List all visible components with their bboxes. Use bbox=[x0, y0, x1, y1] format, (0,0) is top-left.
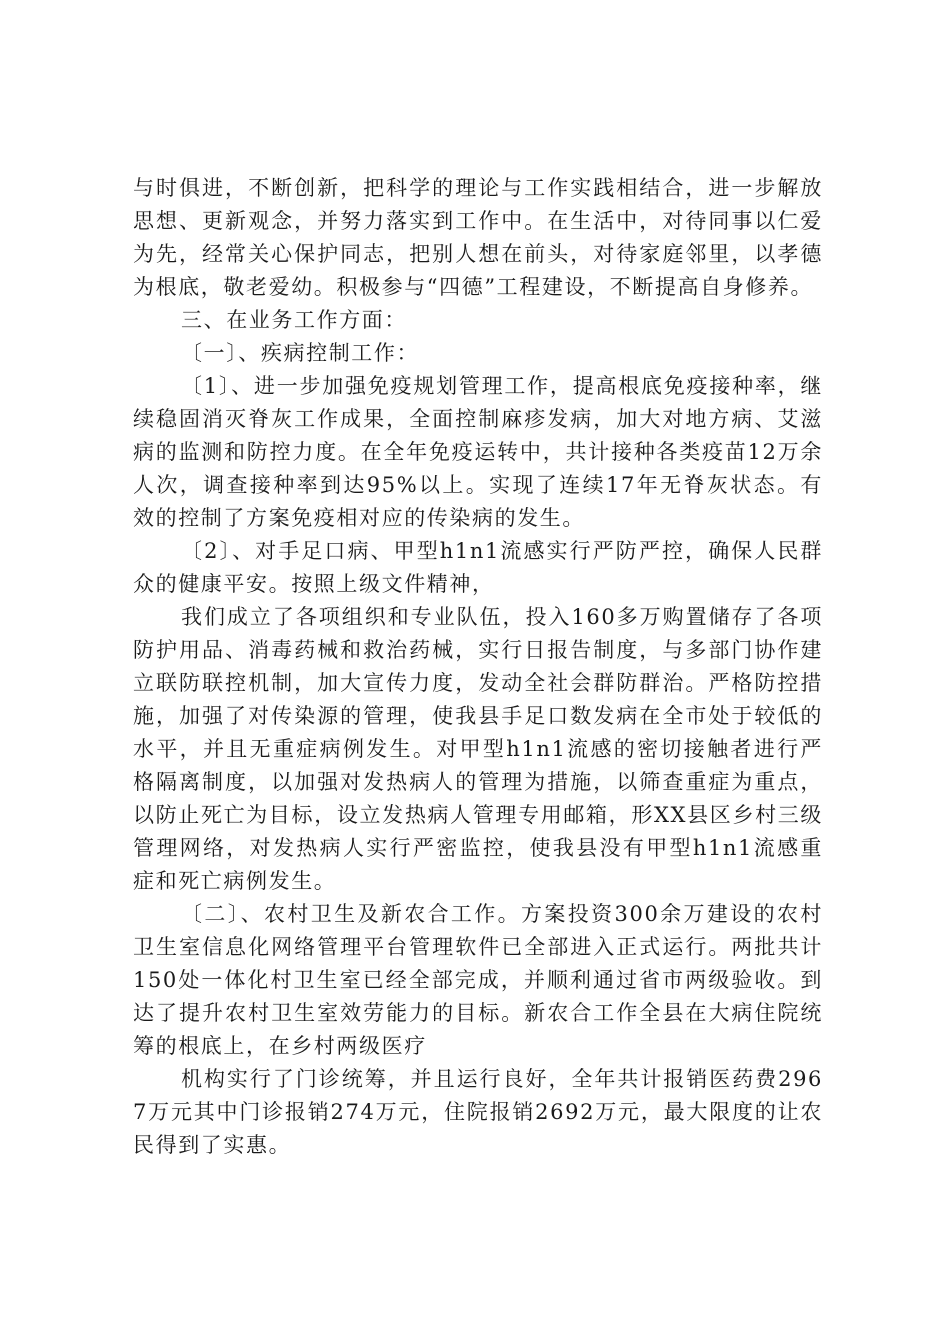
paragraph-outpatient-coordination: 机构实行了门诊统筹，并且运行良好，全年共计报销医药费2967万元其中门诊报销274万元，住院报销2692万元，最大限度的让农民得到了实惠。 bbox=[133, 1067, 823, 1157]
document-body bbox=[133, 172, 823, 1162]
paragraph-hfmd-h1n1: 〔2〕、对手足口病、甲型h1n1流感实行严防严控，确保人民群众的健康平安。按照上级文件精神， bbox=[133, 539, 823, 596]
paragraph-immunization: 〔1〕、进一步加强免疫规划管理工作，提高根底免疫接种率，继续稳固消灭脊灰工作成果，全面控制麻疹发病，加大对地方病、艾滋病的监测和防控力度。在全年免疫运转中，共计接种各类疫苗12万余人次，调查接种率到达95%以上。实现了连续17年无脊灰状态。有效的控制了方案免疫相对应的传染病的发生。 bbox=[133, 374, 823, 530]
paragraph-rural-health: 〔二〕、农村卫生及新农合工作。方案投资300余万建设的农村卫生室信息化网络管理平台管理软件已全部进入正式运行。两批共计150处一体化村卫生室已经全部完成，并顺利通过省市两级验收。到达了提升农村卫生室效劳能力的目标。新农合工作全县在大病住院统筹的根底上，在乡村两级医疗 bbox=[133, 902, 823, 1058]
paragraph-prevention-measures: 我们成立了各项组织和专业队伍，投入160多万购置储存了各项防护用品、消毒药械和救治药械，实行日报告制度，与多部门协作建立联防联控机制，加大宣传力度，发动全社会群防群治。严格防控措施，加强了对传染源的管理，使我县手足口数发病在全市处于较低的水平，并且无重症病例发生。对甲型h1n1流感的密切接触者进行严格隔离制度，以加强对发热病人的管理为措施，以筛查重症为重点，以防止死亡为目标，设立发热病人管理专用邮箱，形XX县区乡村三级管理网络，对发热病人实行严密监控，使我县没有甲型h1n1流感重症和死亡病例发生。 bbox=[133, 605, 823, 893]
section-heading-business: 三、在业务工作方面： bbox=[181, 308, 407, 332]
paragraph-1: 与时俱进，不断创新，把科学的理论与工作实践相结合，进一步解放思想、更新观念，并努力落实到工作中。在生活中，对待同事以仁爱为先，经常关心保护同志，把别人想在前头，对待家庭邻里，以孝德为根底，敬老爱幼。积极参与“四德”工程建设，不断提高自身修养。 bbox=[133, 176, 823, 299]
subsection-heading-disease-control: 〔一〕、疾病控制工作： bbox=[181, 341, 420, 365]
